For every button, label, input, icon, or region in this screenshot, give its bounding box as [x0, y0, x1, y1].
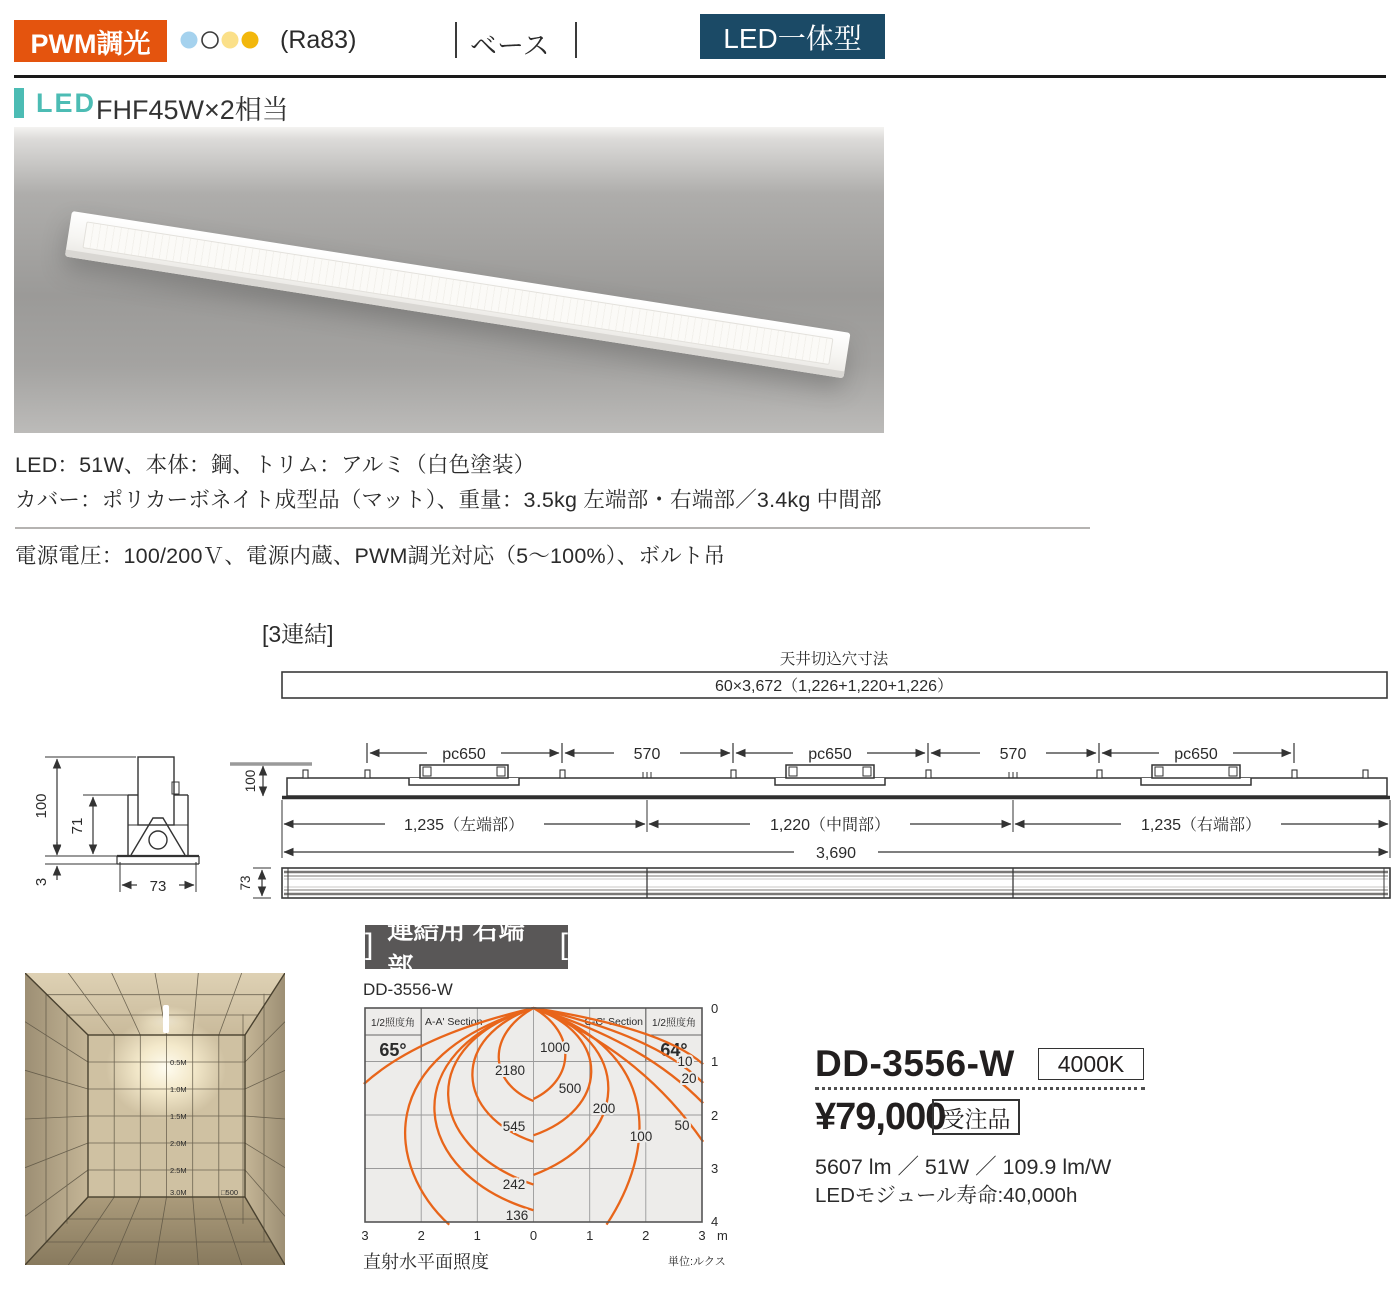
cs-width-label: 73: [149, 878, 167, 895]
svg-text:100: 100: [629, 1129, 653, 1144]
svg-text:50: 50: [674, 1118, 690, 1133]
svg-text:2: 2: [417, 1228, 425, 1243]
svg-text:136: 136: [505, 1208, 529, 1223]
svg-text:200: 200: [592, 1101, 616, 1116]
dimming-badge: [14, 20, 167, 62]
svg-text:0: 0: [529, 1228, 538, 1243]
ceiling-cut-title: 天井切込穴寸法: [779, 651, 889, 668]
led-type-badge: [700, 14, 885, 59]
svg-text:20: 20: [681, 1071, 697, 1086]
plan-width-label: 73: [238, 875, 253, 891]
lamp-led-label: LED: [36, 88, 96, 118]
section-dim-labels: [404, 816, 1261, 834]
chart-axis-unit: m: [717, 1228, 728, 1243]
svg-text:pc650: pc650: [442, 746, 486, 763]
isolux-chart: [355, 1000, 735, 1255]
color-temp-label: 4000K: [1057, 1050, 1125, 1077]
chart-x-ticks: [361, 1228, 727, 1243]
section-label-left: A-A' Section: [425, 1016, 483, 1028]
led-fixture-image: [65, 211, 851, 378]
product-model: DD-3556-W: [815, 1043, 1015, 1084]
group-label: [3連結]: [262, 621, 334, 647]
cs-recess-label: 71: [69, 817, 86, 835]
product-lifetime: LEDモジュール寿命:40,000h: [815, 1184, 1078, 1207]
svg-text:1,235（左端部）: 1,235（左端部）: [403, 817, 525, 834]
chart-caption: 直射水平面照度: [363, 1252, 489, 1272]
svg-text:1,235（右端部）: 1,235（右端部）: [1140, 817, 1262, 834]
svg-text:570: 570: [633, 746, 661, 763]
badge-open-bracket: ]: [365, 928, 374, 961]
height-dim-label: 100: [243, 769, 258, 793]
cross-section: [45, 757, 199, 864]
info-dotted-divider: [815, 1084, 1145, 1090]
plan-view: [282, 868, 1390, 898]
svg-text:1000: 1000: [539, 1040, 571, 1055]
svg-text:3: 3: [361, 1228, 369, 1243]
svg-text:3.0M: 3.0M: [170, 1188, 187, 1197]
half-angle-value-left: 65°: [379, 1040, 407, 1060]
svg-text:500: 500: [558, 1081, 582, 1096]
cri-label: (Ra83): [280, 26, 357, 54]
svg-text:570: 570: [999, 746, 1027, 763]
svg-text:pc650: pc650: [1174, 746, 1218, 763]
product-price: ¥79,000: [815, 1096, 946, 1138]
svg-text:0: 0: [711, 1001, 719, 1016]
half-angle-label-left: 1/2照度角: [371, 1018, 415, 1029]
spec-line-1: LED：51W、本体：鋼、トリム：アルミ（白色塗装）: [15, 453, 536, 477]
cs-height-label: 100: [33, 793, 50, 819]
cs-flange-label: 3: [33, 877, 50, 887]
order-type-label: 受注品: [941, 1105, 1011, 1132]
spec-line-2: カバー：ポリカーボネイト成型品（マット）、重量：3.5kg 左端部・右端部／3.4kg 中間部: [15, 488, 882, 512]
svg-text:pc650: pc650: [808, 746, 852, 763]
product-photo: [14, 127, 884, 433]
side-elevation: [230, 764, 1390, 798]
chart-model-label: DD-3556-W: [363, 980, 453, 999]
dot-white-icon: [202, 32, 218, 48]
pitch-dim-labels: [442, 746, 1218, 763]
half-angle-value-right: 64°: [660, 1040, 688, 1060]
connector-type-badge: [365, 915, 568, 982]
svg-text:1.5M: 1.5M: [170, 1112, 187, 1121]
total-dim-label: 3,690: [815, 845, 857, 862]
room-light-fixture: [163, 1005, 169, 1033]
svg-text:3: 3: [698, 1228, 706, 1243]
dot-pale-yellow-icon: [222, 32, 239, 49]
svg-text:0.5M: 0.5M: [170, 1058, 187, 1067]
room-scale-label: □500: [221, 1188, 239, 1197]
lamp-accent-bar: [14, 88, 24, 118]
lamp-equivalent-label: FHF45W×2相当: [96, 95, 289, 125]
svg-text:4: 4: [711, 1214, 719, 1229]
dimming-badge-label: PWM調光: [30, 28, 151, 59]
svg-text:2.5M: 2.5M: [170, 1166, 187, 1175]
led-type-badge-label: LED一体型: [723, 22, 862, 54]
color-temp-dots-icon: [178, 29, 270, 51]
svg-text:2.0M: 2.0M: [170, 1139, 187, 1148]
svg-text:1: 1: [586, 1228, 594, 1243]
dot-cool-blue-icon: [181, 32, 198, 49]
svg-text:242: 242: [502, 1177, 526, 1192]
svg-text:3: 3: [711, 1161, 719, 1176]
svg-text:1: 1: [473, 1228, 481, 1243]
svg-text:545: 545: [502, 1119, 526, 1134]
ceiling-cut-value: 60×3,672（1,226+1,220+1,226）: [715, 678, 953, 695]
divider-bar-right: [575, 22, 577, 58]
order-type-box: [932, 1099, 1020, 1135]
svg-text:1,220（中間部）: 1,220（中間部）: [769, 817, 891, 834]
room-render-image: [25, 973, 285, 1265]
svg-text:2: 2: [642, 1228, 650, 1243]
dimension-diagram: [0, 600, 1400, 910]
category-label: ベース: [470, 31, 550, 61]
divider-bar-left: [455, 22, 457, 58]
chart-y-ticks: [711, 1001, 718, 1229]
badge-close-bracket: [: [559, 928, 568, 961]
spec-line-3: 電源電圧：100/200Ｖ、電源内蔵、PWM調光対応（5～100%）、ボルト吊: [15, 544, 726, 568]
badge-label: 連結用 右端部: [387, 915, 525, 982]
svg-text:2: 2: [711, 1108, 719, 1123]
dot-gold-icon: [242, 32, 259, 49]
chart-unit-note: 単位:ルクス: [668, 1256, 726, 1268]
half-angle-label-right: 1/2照度角: [652, 1018, 696, 1029]
svg-text:10: 10: [677, 1054, 693, 1069]
color-temp-box: [1038, 1048, 1144, 1080]
svg-text:2180: 2180: [494, 1063, 526, 1078]
section-label-right: C-C' Section: [584, 1016, 643, 1028]
product-performance: 5607 lm ／ 51W ／ 109.9 lm/W: [815, 1155, 1112, 1179]
spec-divider: [15, 527, 1090, 529]
svg-text:1.0M: 1.0M: [170, 1085, 187, 1094]
svg-text:1: 1: [711, 1054, 719, 1069]
header-rule: [14, 75, 1386, 78]
